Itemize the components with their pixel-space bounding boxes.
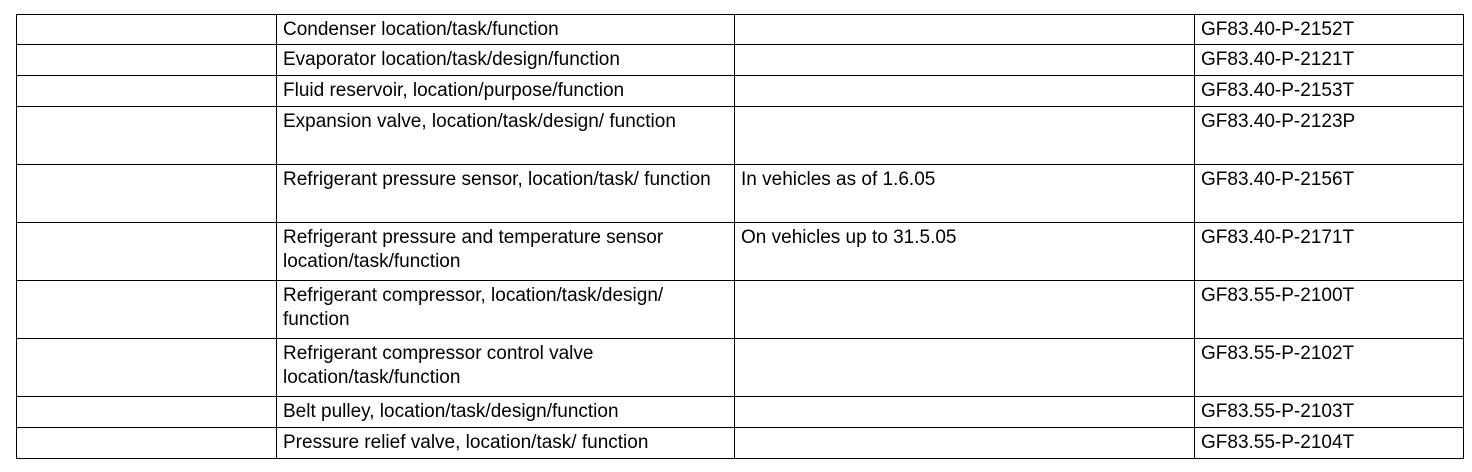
document-reference-cell[interactable]: GF83.40-P-2156T	[1195, 165, 1464, 223]
validity-note-cell	[735, 76, 1195, 107]
document-reference-cell[interactable]: GF83.55-P-2104T	[1195, 428, 1464, 459]
row-group-cell	[17, 165, 277, 223]
table-row	[17, 223, 1464, 281]
document-reference-cell[interactable]: GF83.40-P-2121T	[1195, 45, 1464, 76]
validity-note-cell	[735, 281, 1195, 339]
validity-note-cell	[735, 45, 1195, 76]
document-reference-cell[interactable]: GF83.40-P-2123P	[1195, 107, 1464, 165]
document-title-cell: Refrigerant pressure and temperature sensor location/task/function	[277, 223, 735, 281]
row-group-cell	[17, 45, 277, 76]
document-reference-cell[interactable]: GF83.55-P-2100T	[1195, 281, 1464, 339]
row-group-cell	[17, 339, 277, 397]
validity-note-cell	[735, 397, 1195, 428]
validity-note-cell	[735, 339, 1195, 397]
document-title-cell: Refrigerant compressor, location/task/design/ function	[277, 281, 735, 339]
table-row	[17, 45, 1464, 76]
row-group-cell	[17, 223, 277, 281]
row-group-cell	[17, 397, 277, 428]
document-title-cell: Pressure relief valve, location/task/ function	[277, 428, 735, 459]
table-row	[17, 15, 1464, 45]
table-row	[17, 339, 1464, 397]
validity-note-cell	[735, 428, 1195, 459]
table-row	[17, 76, 1464, 107]
table-row	[17, 397, 1464, 428]
document-title-cell: Evaporator location/task/design/function	[277, 45, 735, 76]
document-reference-cell[interactable]: GF83.40-P-2171T	[1195, 223, 1464, 281]
table-row	[17, 428, 1464, 459]
row-group-cell	[17, 15, 277, 45]
row-group-cell	[17, 76, 277, 107]
row-group-cell	[17, 428, 277, 459]
document-title-cell: Condenser location/task/function	[277, 15, 735, 45]
document-title-cell: Belt pulley, location/task/design/function	[277, 397, 735, 428]
document-title-cell: Refrigerant compressor control valve location/task/function	[277, 339, 735, 397]
validity-note-cell: On vehicles up to 31.5.05	[735, 223, 1195, 281]
row-group-cell	[17, 281, 277, 339]
document-reference-cell[interactable]: GF83.40-P-2153T	[1195, 76, 1464, 107]
document-reference-table	[16, 14, 1464, 459]
validity-note-cell	[735, 107, 1195, 165]
document-reference-cell[interactable]: GF83.40-P-2152T	[1195, 15, 1464, 45]
document-reference-cell[interactable]: GF83.55-P-2102T	[1195, 339, 1464, 397]
document-title-cell: Refrigerant pressure sensor, location/task/ function	[277, 165, 735, 223]
document-reference-cell[interactable]: GF83.55-P-2103T	[1195, 397, 1464, 428]
validity-note-cell: In vehicles as of 1.6.05	[735, 165, 1195, 223]
document-title-cell: Expansion valve, location/task/design/ function	[277, 107, 735, 165]
row-group-cell	[17, 107, 277, 165]
validity-note-cell	[735, 15, 1195, 45]
table-row	[17, 165, 1464, 223]
document-title-cell: Fluid reservoir, location/purpose/function	[277, 76, 735, 107]
table-row	[17, 281, 1464, 339]
table-row	[17, 107, 1464, 165]
